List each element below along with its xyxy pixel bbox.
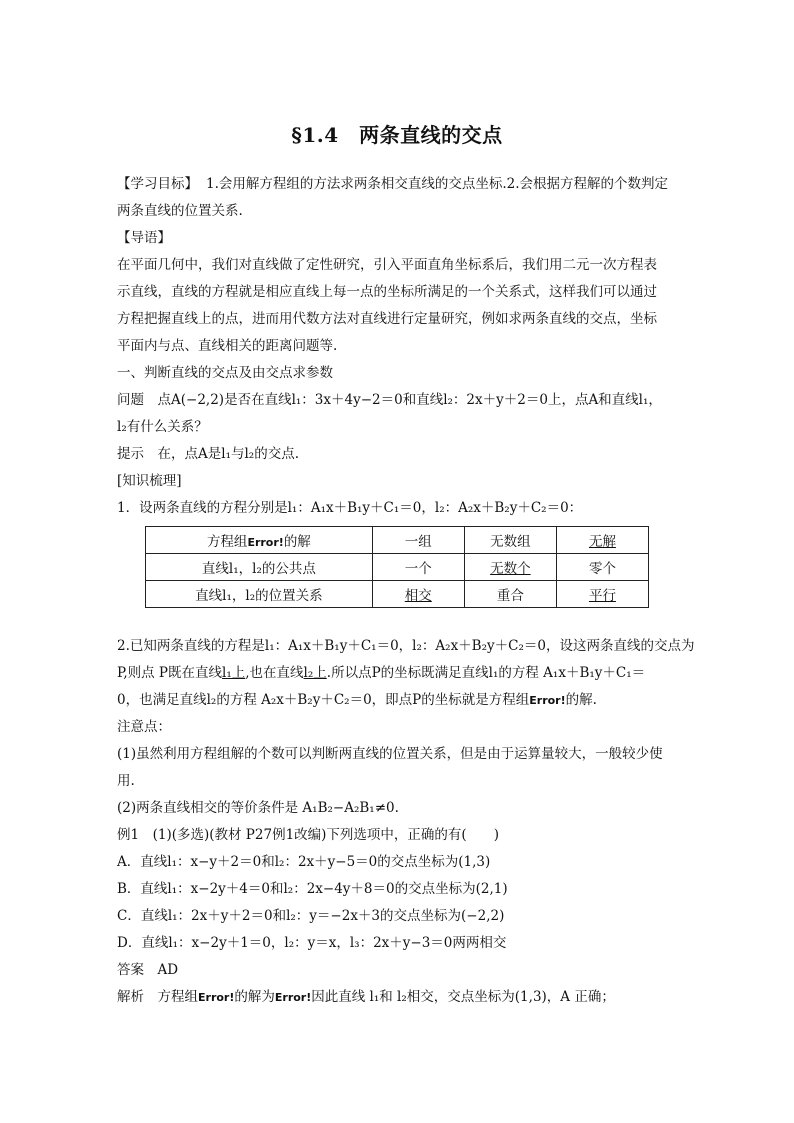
option-d: D．直线l₁：x−2y＋1＝0，l₂：y＝x，l₃：2x＋y−3＝0两两相交 [117,935,507,951]
hint: 提示 在，点A是l₁与l₂的交点. [117,446,299,462]
knowledge-heading: [知识梳理] [117,473,182,489]
item2-line1: 2.已知两条直线的方程是l₁：A₁x＋B₁y＋C₁＝0，l₂：A₂x＋B₂y＋C₂＝0，设这两条直线的交点为 [117,638,695,654]
table-cell: 相交 [372,581,464,608]
table-row [146,527,649,554]
intro-heading: 【导语】 [117,230,171,246]
table-header-cell: 方程组Error!的解 [146,527,373,554]
section-heading: 一、判断直线的交点及由交点求参数 [117,365,333,381]
intro-line: 方程把握直线上的点，进而用代数方法对直线进行定量研究，例如求两条直线的交点，坐标 [117,311,657,327]
item2-line3: 0，也满足直线l₂的方程 A₂x＋B₂y＋C₂＝0，即点P的坐标就是方程组Error!的解. [117,692,597,708]
example-stem: 例1 (1)(多选)(教材 P27例1改编)下列选项中，正确的有( ) [117,827,499,843]
table-cell: 无数个 [464,554,556,581]
analysis: 解析 方程组Error!的解为Error!因此直线 l₁和 l₂相交，交点坐标为(1,3)，A 正确； [117,989,615,1005]
option-b: B．直线l₁：x−2y＋4＝0和l₂：2x−4y＋8＝0的交点坐标为(2,1) [117,881,508,897]
table-cell: 零个 [556,554,648,581]
notes-heading: 注意点： [117,719,171,735]
table-cell: 无解 [556,527,648,554]
note-1a: (1)虽然利用方程组解的个数可以判断两直线的位置关系，但是由于运算量较大，一般较少使 [117,746,663,762]
intro-line: 示直线，直线的方程就是相应直线上每一点的坐标所满足的一个关系式，这样我们可以通过 [117,284,657,300]
table-cell: 重合 [464,581,556,608]
question-line1: 问题 点A(−2,2)是否在直线l₁：3x＋4y−2＝0和直线l₂：2x＋y＋2＝0上，点A和直线l₁， [117,392,662,408]
table-cell: 一个 [372,554,464,581]
intro-line: 在平面几何中，我们对直线做了定性研究，引入平面直角坐标系后，我们用二元一次方程表 [117,257,657,273]
answer: 答案 AD [117,962,179,978]
table-cell: 平行 [556,581,648,608]
page-title: §1.4 两条直线的交点 [291,123,503,147]
table-row-label: 直线l₁，l₂的位置关系 [146,581,373,608]
table-cell: 无数组 [464,527,556,554]
item1: 1．设两条直线的方程分别是l₁：A₁x＋B₁y＋C₁＝0，l₂：A₂x＋B₂y＋C₂＝0： [117,500,583,516]
table-row [146,554,649,581]
item2-line2: P,则点 P既在直线l₁上,也在直线l₂上.所以点P的坐标既满足直线l₁的方程 A₁x＋B₁y＋C₁＝ [117,665,646,681]
note-1b: 用. [117,773,135,789]
table-row-label: 直线l₁，l₂的公共点 [146,554,373,581]
table-cell: 一组 [372,527,464,554]
table-row [146,581,649,608]
option-c: C．直线l₁：2x＋y＋2＝0和l₂：y＝−2x＋3的交点坐标为(−2,2) [117,908,505,924]
intro-line: 平面内与点、直线相关的距离问题等. [117,338,338,354]
objectives-line2: 两条直线的位置关系. [117,203,243,219]
objectives-text: 1.会用解方程组的方法求两条相交直线的交点坐标.2.会根据方程解的个数判定 [206,176,669,192]
solution-table [145,526,649,608]
question-line2: l₂有什么关系？ [117,419,208,435]
objectives-line1 [117,174,683,194]
option-a: A．直线l₁：x−y＋2＝0和l₂：2x＋y−5＝0的交点坐标为(1,3) [117,854,491,870]
note-2: (2)两条直线相交的等价条件是 A₁B₂−A₂B₁≠0. [117,800,399,816]
objectives-label: 【学习目标】 [117,176,198,192]
